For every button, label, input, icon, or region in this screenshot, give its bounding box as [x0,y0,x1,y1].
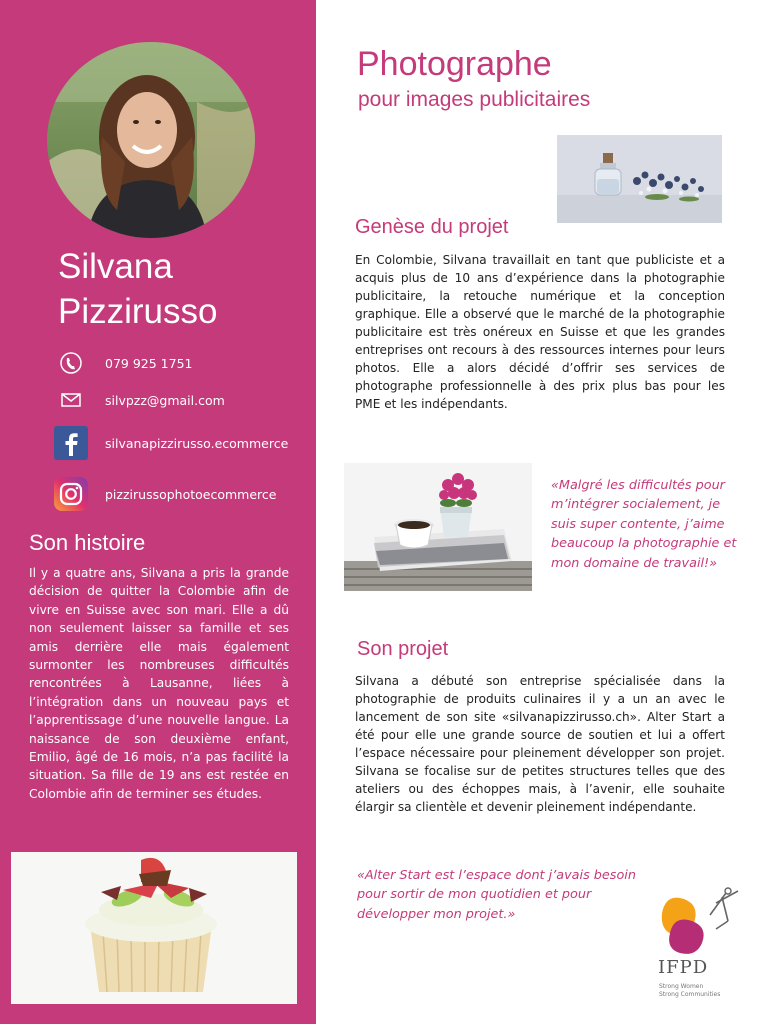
email-address[interactable]: silvpzz@gmail.com [105,392,225,408]
cupcake-photo [11,852,297,1004]
page-subtitle: pour images publicitaires [358,88,591,111]
histoire-paragraph: Il y a quatre ans, Silvana a pris la grande décision de quitter la Colombie afin de vivre en Suisse avec son mari. Elle a dû non seulement laisser sa famille et ses amis derrière elle mais également surmonter les nombreuses difficultés rencontrées à Lausanne, liées à l’intégration dans un nouveau pays et l’apprentissage d’une nouvelle langue. La naissance de son deuxième enfant, Emilio, âgé de 16 mois, n’a pas facilité la situation. Sa fille de 19 ans est restée en Colombie afin de terminer ses études. [29,566,289,801]
envelope-icon [54,383,88,417]
coffee-magazines-photo [344,463,532,591]
contact-instagram [54,477,277,511]
contact-phone [54,346,193,380]
contact-facebook [54,426,289,460]
contact-email [54,383,225,417]
section-title-histoire: Son histoire [29,530,146,555]
section-title-projet: Son projet [357,638,449,660]
logo-tagline [659,983,720,999]
left-sidebar [0,0,316,1024]
logo-tagline-line-2: Strong Communities [659,991,721,998]
logo-tagline-line-1: Strong Women [659,983,704,990]
projet-paragraph: Silvana a débuté son entreprise spécialisée dans la photographie de produits culinaires il y a un an avec le lancement de son site «silvanapizzirusso.ch». Alter Start a été pour elle une grande source de soutien et lui a offert l’espace nécessaire pour pleinement développer son projet. Silvana se focalise sur de petites structures telles que des ateliers ou des échoppes mais, à l’avenir, elle souhaite élargir sa clientèle et devenir pleinement indépendante. [355,674,725,814]
facebook-handle[interactable]: silvanapizzirusso.ecommerce [105,435,289,451]
facebook-icon[interactable] [54,426,88,460]
last-name: Pizzirusso [58,292,218,331]
phone-number: 079 925 1751 [105,355,193,371]
section-title-genese: Genèse du projet [355,216,509,238]
quote-integration: «Malgré les difficultés pour m’intégrer socialement, je suis super contente, j’aime beaucoup la photographie et mon domaine de travail!» [551,478,737,571]
quote-alter-start: «Alter Start est l’espace dont j’avais besoin pour sortir de mon quotidien et pour développer mon projet.» [357,868,636,922]
genese-paragraph: En Colombie, Silvana travaillait en tant que publiciste et a acquis plus de 10 ans d’expérience dans la photographie publicitaire, la retouche numérique et la conception graphique. Elle a observé que le marché de la photographie publicitaire est très onéreux en Suisse et que les grandes entreprises ont recours à des ressources internes pour leurs photos. Elle a alors décidé d’offrir ses services de photographe professionnelle à des prix plus bas pour les PME et les indépendants. [355,253,725,411]
instagram-handle[interactable]: pizzirussophotoecommerce [105,486,277,502]
bottle-flowers-photo [557,135,722,223]
page-title: Photographe [357,45,552,83]
logo-wordmark: IFPD [658,957,709,978]
profile-name [58,244,217,334]
profile-photo [47,42,255,238]
phone-icon [54,346,88,380]
first-name: Silvana [58,247,173,286]
instagram-icon[interactable] [54,477,88,511]
